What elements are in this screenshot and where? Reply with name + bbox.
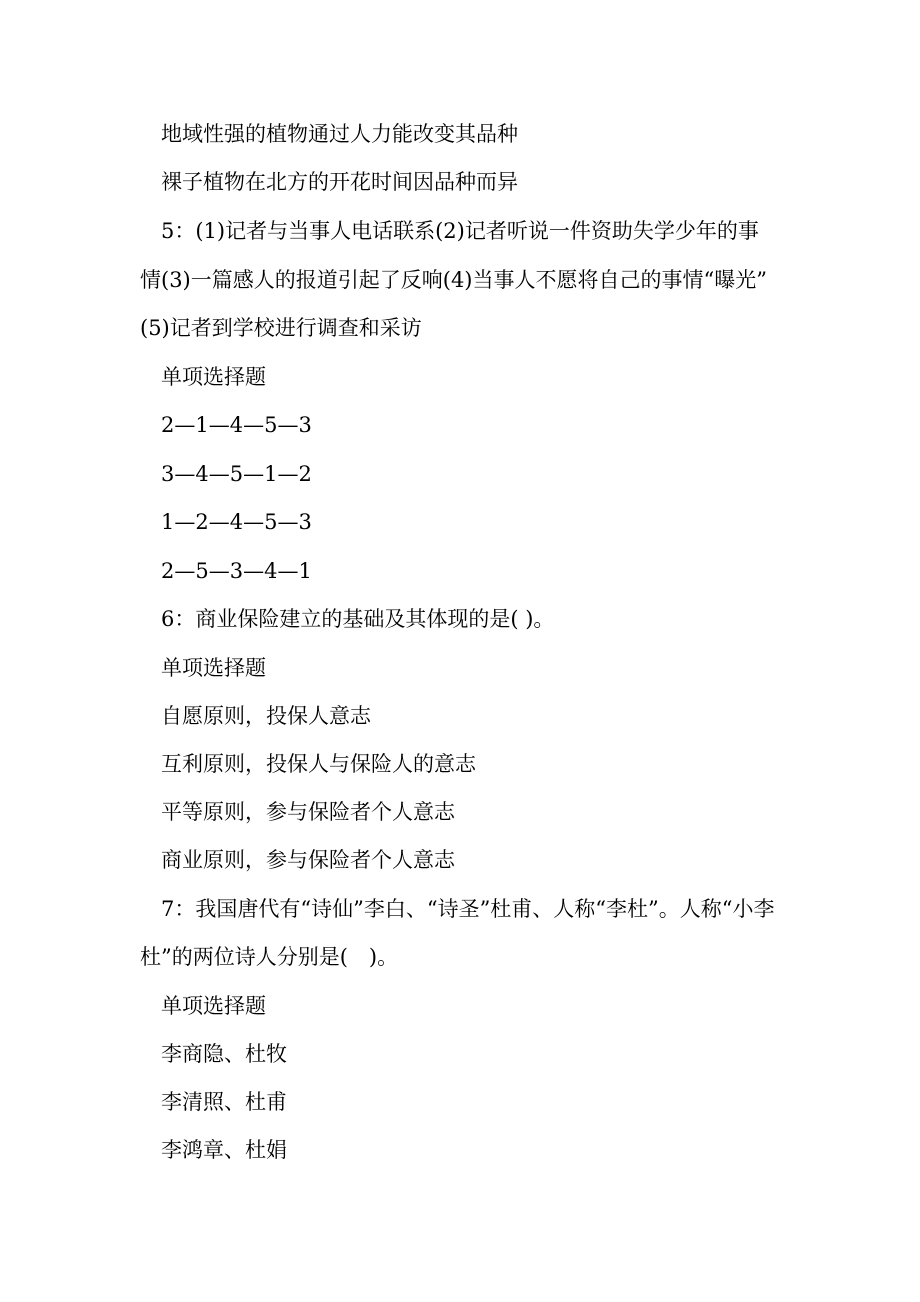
answer-option: 李商隐、杜牧: [161, 1042, 287, 1066]
answer-option: 1—2—4—5—3: [161, 510, 312, 534]
text-line: 裸子植物在北方的开花时间因品种而异: [161, 170, 518, 194]
question-text: 情(3)一篇感人的报道引起了反响(4)当事人不愿将自己的事情“曝光”: [140, 268, 767, 292]
question-type-label: 单项选择题: [161, 656, 266, 680]
question-text: (5)记者到学校进行调查和采访: [140, 316, 422, 340]
text-line: 地域性强的植物通过人力能改变其品种: [161, 122, 518, 146]
answer-option: 2—5—3—4—1: [161, 559, 312, 583]
answer-option: 平等原则，参与保险者个人意志: [161, 800, 455, 824]
answer-option: 商业原则，参与保险者个人意志: [161, 848, 455, 872]
answer-option: 自愿原则，投保人意志: [161, 704, 371, 728]
answer-option: 互利原则，投保人与保险人的意志: [161, 752, 476, 776]
answer-option: 李清照、杜甫: [161, 1090, 287, 1114]
question-text: 5：(1)记者与当事人电话联系(2)记者听说一件资助失学少年的事: [161, 219, 759, 243]
question-text: 6：商业保险建立的基础及其体现的是( )。: [161, 607, 555, 631]
answer-option: 3—4—5—1—2: [161, 462, 312, 486]
question-text: 7：我国唐代有“诗仙”李白、“诗圣”杜甫、人称“李杜”。人称“小李: [161, 897, 775, 921]
answer-option: 李鸿章、杜娟: [161, 1138, 287, 1162]
question-type-label: 单项选择题: [161, 994, 266, 1018]
question-text: 杜”的两位诗人分别是( )。: [140, 945, 399, 969]
answer-option: 2—1—4—5—3: [161, 413, 312, 437]
question-type-label: 单项选择题: [161, 365, 266, 389]
